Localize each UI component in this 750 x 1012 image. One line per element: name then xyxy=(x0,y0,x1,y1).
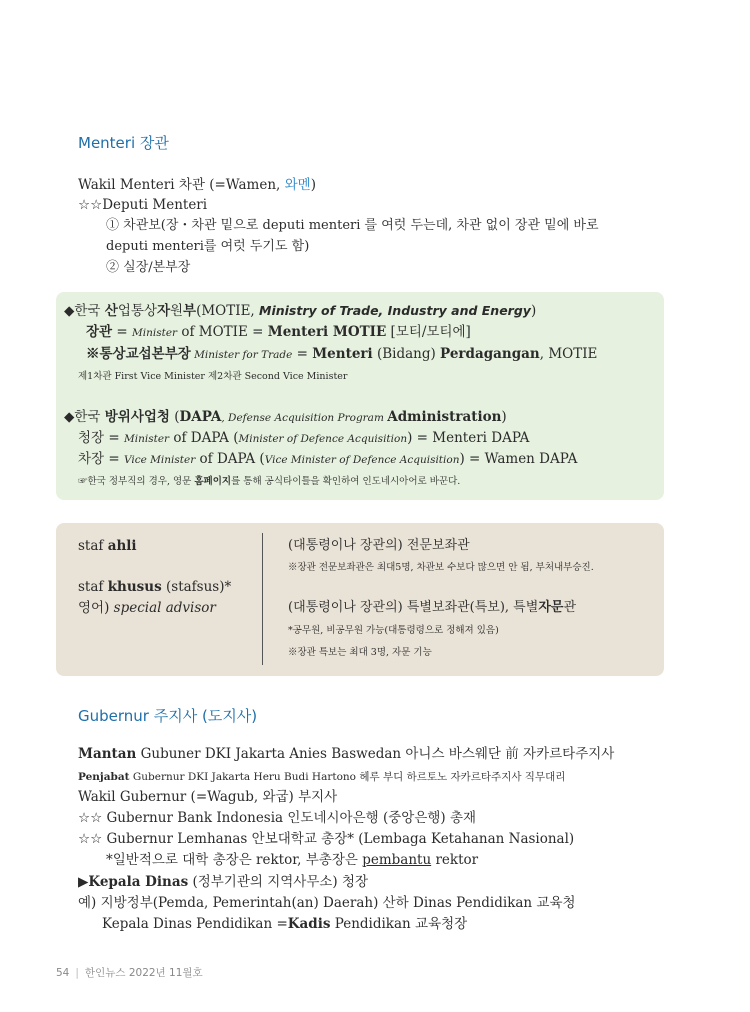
gubernur-lemhanas: ☆☆ Gubernur Lemhanas 안보대학교 총장* (Lembaga Ketahanan Nasional) xyxy=(78,831,575,847)
staf-box-divider xyxy=(262,533,263,665)
dapa-title: ◆한국 방위사업청 (DAPA, Defense Acquisition Program Administration) xyxy=(64,409,507,425)
green-box-note: ☞한국 정부직의 경우, 영문 홈페이지를 통해 공식타이틀을 확인하여 인도네시아어로 바꾼다. xyxy=(78,476,461,487)
staf-ahli-korean: (대통령이나 장관의) 전문보좌관 xyxy=(288,538,470,553)
kadis-line: Kepala Dinas Pendidikan =Kadis Pendidikan 교육청장 xyxy=(102,916,468,932)
staf-ahli-note: ※장관 전문보좌관은 최대5명, 차관보 수보다 많으면 안 됨, 부처내부승진. xyxy=(288,562,594,573)
section-title-menteri: Menteri 장관 xyxy=(78,134,169,152)
note2-line: ② 실장/본부장 xyxy=(106,260,191,275)
gubernur-penjabat: Penjabat Gubernur DKI Jakarta Heru Budi Hartono 헤루 부디 하르토노 자카르타주지사 직무대리 xyxy=(78,771,566,783)
motie-vice-ministers: 제1차관 First Vice Minister 제2차관 Second Vice Minister xyxy=(78,371,348,382)
page-number: 54 xyxy=(56,967,70,979)
wamen-line: Wakil Menteri 차관 (=Wamen, 와멘) xyxy=(78,177,316,193)
motie-trade-minister: ※통상교섭본부장 Minister for Trade = Menteri (Bidang) Perdagangan, MOTIE xyxy=(86,346,598,362)
motie-minister: 장관 = Minister of MOTIE = Menteri MOTIE [모티/모티에] xyxy=(86,324,471,340)
staf-ahli: staf ahli xyxy=(78,538,137,554)
gubernur-mantan: Mantan Gubuner DKI Jakarta Anies Baswedan 아니스 바스웨단 前 자카르타주지사 xyxy=(78,746,615,762)
section-title-gubernur: Gubernur 주지사 (도지사) xyxy=(78,707,258,725)
motie-title: ◆한국 산업통상자원부(MOTIE, Ministry of Trade, Industry and Energy) xyxy=(64,303,537,319)
staf-khusus-note2: ※장관 특보는 최대 3명, 자문 기능 xyxy=(288,647,432,658)
wakil-gubernur: Wakil Gubernur (=Wagub, 와굽) 부지사 xyxy=(78,789,338,805)
staf-khusus-korean: (대통령이나 장관의) 특별보좌관(특보), 특별자문관 xyxy=(288,600,576,615)
note1-line-b: deputi menteri를 여럿 두기도 함) xyxy=(106,239,310,254)
dapa-vice-minister: 차장 = Vice Minister of DAPA (Vice Minister of Defence Acquisition) = Wamen DAPA xyxy=(78,451,578,467)
staf-khusus-note1: *공무원, 비공무원 가능(대통령령으로 정해져 있음) xyxy=(288,625,499,636)
dapa-minister: 청장 = Minister of DAPA (Minister of Defence Acquisition) = Menteri DAPA xyxy=(78,430,530,446)
publication-name: 한인뉴스 2022년 11월호 xyxy=(84,967,203,979)
page-footer: 54 | 한인뉴스 2022년 11월호 xyxy=(56,967,203,979)
kepala-dinas: ▶Kepala Dinas (정부기관의 지역사무소) 청장 xyxy=(78,874,369,890)
deputi-line: ☆☆Deputi Menteri xyxy=(78,197,208,213)
staf-english: 영어) special advisor xyxy=(78,600,216,616)
dinas-example: 예) 지방정부(Pemda, Pemerintah(an) Daerah) 산하 Dinas Pendidikan 교육청 xyxy=(78,895,576,911)
gubernur-bi: ☆☆ Gubernur Bank Indonesia 인도네시아은행 (중앙은행) 총재 xyxy=(78,810,477,826)
note1-line-a: ① 차관보(장・차관 밑으로 deputi menteri 를 여럿 두는데, 차관 없이 장관 밑에 바로 xyxy=(106,218,599,233)
staf-khusus: staf khusus (stafsus)* xyxy=(78,579,232,595)
rektor-note: *일반적으로 대학 총장은 rektor, 부총장은 pembantu rektor xyxy=(106,852,479,868)
